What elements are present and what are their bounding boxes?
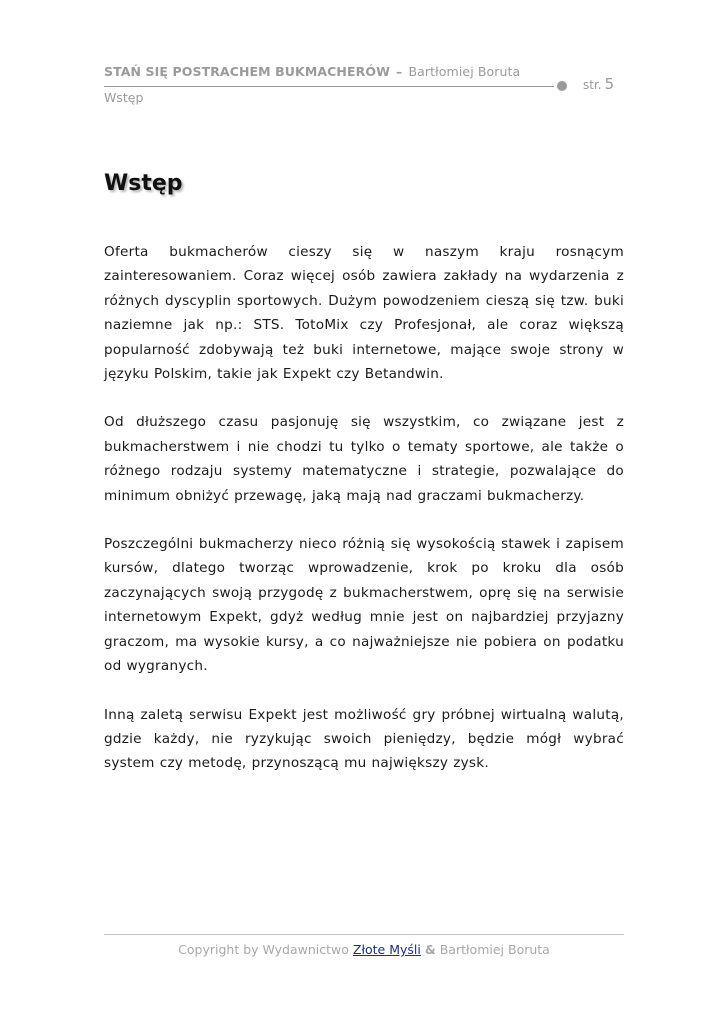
- page-number: 5: [604, 75, 615, 93]
- copyright-text: Copyright by Wydawnictwo: [178, 942, 349, 957]
- footer-author: Bartłomiej Boruta: [439, 942, 550, 957]
- page-number-indicator: [583, 74, 614, 93]
- footer-copyright: [104, 942, 624, 957]
- header-rule: [104, 86, 554, 87]
- header-author: Bartłomiej Boruta: [408, 64, 521, 79]
- publisher-link[interactable]: Złote Myśli: [352, 942, 421, 957]
- footer-rule: [104, 934, 624, 935]
- page-label: str.: [583, 78, 602, 92]
- chapter-heading: Wstęp: [104, 171, 183, 196]
- header-section-name: Wstęp: [104, 90, 144, 105]
- paragraph: Inną zaletą serwisu Expekt jest możliwość gry próbnej wirtualną walutą, gdzie każdy, nie ryzykując swoich pieniędzy, będzie mógł wybrać system czy metodę, przynoszącą mu największy zysk.: [104, 706, 624, 772]
- paragraph: Od dłuższego czasu pasjonuję się wszystkim, co związane jest z bukmacherstwem i nie chodzi tu tylko o tematy sportowe, ale także o różnego rodzaju systemy matematyczne i strategie, pozwalające do minimum obniżyć przewagę, jaką mają nad graczami bukmacherzy.: [104, 414, 624, 504]
- header-separator: –: [396, 64, 403, 79]
- footer-ampersand: &: [424, 942, 436, 957]
- running-header: [104, 64, 520, 79]
- book-title: STAŃ SIĘ POSTRACHEM BUKMACHERÓW: [104, 64, 390, 79]
- paragraph: Oferta bukmacherów cieszy się w naszym kraju rosnącym zainteresowaniem. Coraz więcej osób zawiera zakłady na wydarzenia z różnych dyscyplin sportowych. Dużym powodzeniem cieszą się tzw. buki naziemne jak np.: STS. TotoMix czy Profesjonał, ale coraz większą popularność zdobywają też buki internetowe, mające swoje strony w języku Polskim, takie jak Expekt czy Betandwin.: [104, 244, 624, 383]
- chapter-body: [104, 240, 624, 800]
- header-bullet-icon: [557, 81, 567, 91]
- paragraph: Poszczególni bukmacherzy nieco różnią się wysokością stawek i zapisem kursów, dlatego tworząc wprowadzenie, krok po kroku dla osób zaczynających swoją przygodę z bukmacherstwem, oprę się na serwisie internetowym Expekt, gdyż według mnie jest on najbardziej przyjazny graczom, ma wysokie kursy, a co najważniejsze nie pobiera on podatku od wygranych.: [104, 536, 624, 675]
